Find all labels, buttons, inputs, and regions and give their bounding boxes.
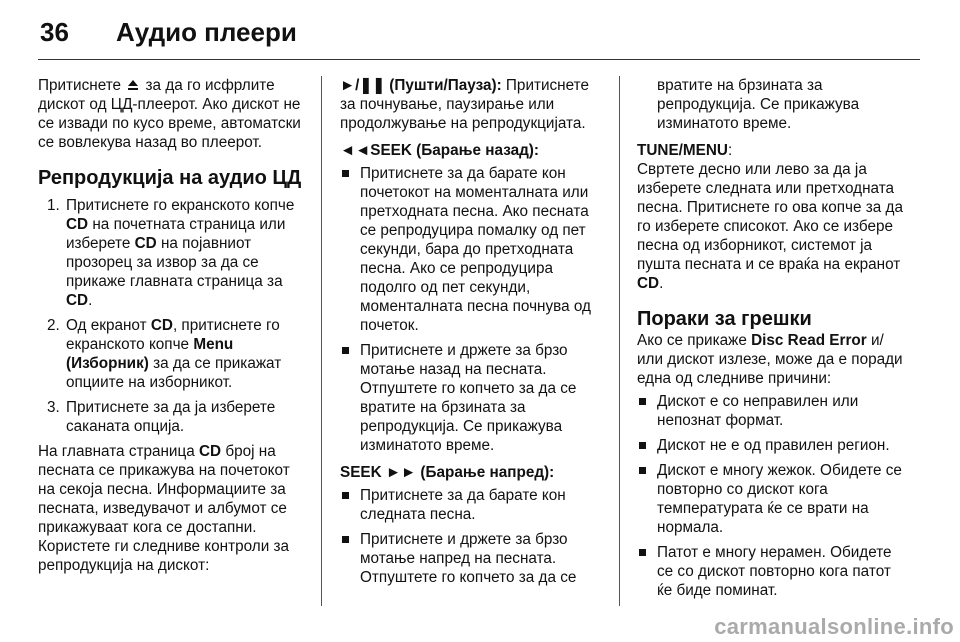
column-1 <box>38 76 308 575</box>
tune-menu-label: TUNE/MENU: <box>637 142 733 159</box>
continuation-text: вратите на брзината за репродукција. Се прикажува изминатото време. <box>657 77 860 132</box>
section-heading-errors: Пораки за грешки <box>637 308 812 330</box>
header-divider <box>38 59 920 60</box>
rewind-icon: ◄◄ <box>340 142 371 159</box>
play-pause-icon: ►/❚❚ <box>340 77 386 94</box>
column-divider <box>321 76 322 606</box>
column-2 <box>340 76 605 593</box>
step-item: 3. Притиснете за да ја изберете саканата опција. <box>47 399 276 435</box>
eject-paragraph: Притиснете за да го исфрлите дискот од ЦД-плеерот. Ако дискот не се извади по кусо време, автоматски се вовлекува назад во плеерот. <box>38 77 301 151</box>
column-3 <box>637 76 907 606</box>
list-item: Притиснете и држете за брзо мотање напред на песната. Отпуштете го копчето за да се <box>340 530 605 587</box>
seek-back-list <box>340 164 605 455</box>
seek-forward-list <box>340 486 605 587</box>
list-item: Дискот не е од правилен регион. <box>637 436 907 455</box>
list-item: Притиснете за да барате кон почетокот на моменталната или претходната песна. Ако песната се репродуцира помалку од пет секунди, бара до претходната песна. Ако се репродуцира подолго од пет секунди, моменталната песна почнува од почеток. <box>340 164 605 335</box>
eject-icon <box>127 79 139 91</box>
section-heading-audio-cd: Репродукција на аудио ЦД <box>38 167 302 189</box>
track-info-paragraph: На главната страница CD број на песната се прикажува на почетокот на секоја песна. Информациите за песната, изведувачот и албумот се прикажуваат кога се достапни. <box>38 443 290 536</box>
fast-forward-icon: ►► <box>385 464 417 481</box>
step-item: 2. Од екранот CD, притиснете го екранското копче Menu (Изборник) за да се прикажат опциите на изборникот. <box>47 317 282 391</box>
steps-list <box>38 196 308 436</box>
seek-forward-label: SEEK ►► (Барање напред): <box>340 464 555 481</box>
tune-menu-paragraph: Свртете десно или лево за да ја изберете следната или претходната песна. Притиснете го ова копче за да го изберете списокот. Ако се избере песна од изборникот, системот ја пушта песната и се враќа на екранот CD. <box>637 161 903 292</box>
controls-intro-paragraph: Користете ги следниве контроли за репродукција на дискот: <box>38 538 290 574</box>
seek-back-label: ◄◄SEEK (Барање назад): <box>340 142 539 159</box>
list-item: Притиснете за да барате кон следната песна. <box>340 486 605 524</box>
list-item: Дискот е со неправилен или непознат формат. <box>637 392 907 430</box>
list-item: Притиснете и држете за брзо мотање назад на песната. Отпуштете го копчето за да се вратите на брзината за репродукција. Се прикажува изминатото време. <box>340 341 605 455</box>
column-divider <box>619 76 620 606</box>
play-pause-paragraph: ►/❚❚ (Пушти/Пауза): Притиснете за почнување, паузирање или продолжување на репродукцијата. <box>340 77 589 132</box>
step-item: 1. Притиснете го екранското копче CD на почетната страница или изберете CD на појавниот прозорец за извор за да се прикаже главната страница за CD. <box>47 197 295 309</box>
list-item: Патот е многу нерамен. Обидете се со дискот повторно кога патот ќе биде поминат. <box>637 543 907 600</box>
error-intro-paragraph: Ако се прикаже Disc Read Error и/или дискот излезе, може да е поради една од следниве причини: <box>637 332 903 387</box>
page-section-title: Аудио плеери <box>116 17 297 47</box>
page-number: 36 <box>40 17 69 47</box>
watermark: carmanualsonline.info <box>714 614 954 639</box>
error-reasons-list <box>637 392 907 600</box>
page-header <box>0 0 960 56</box>
list-item: Дискот е многу жежок. Обидете се повторно со дискот кога температурата ќе се врати на нормала. <box>637 461 907 537</box>
